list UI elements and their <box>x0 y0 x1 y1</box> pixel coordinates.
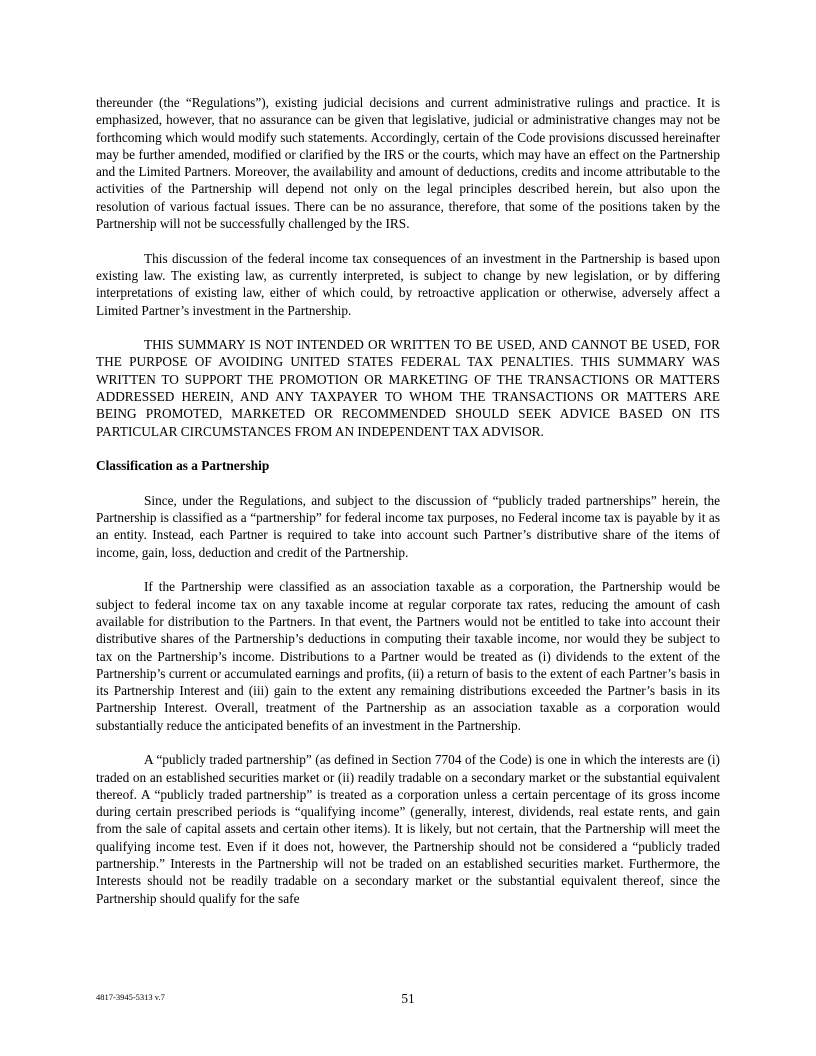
paragraph-existing-law: This discussion of the federal income tax consequences of an investment in the Partnership is based upon existing law. The existing law, as currently interpreted, is subject to change by new legislation, or by differing interpretations of existing law, either of which could, by retroactive application or otherwise, adversely affect a Limited Partner’s investment in the Partnership. <box>96 250 720 318</box>
paragraph-publicly-traded-partnership: A “publicly traded partnership” (as defined in Section 7704 of the Code) is one in which the interests are (i) traded on an established securities market or (ii) readily tradable on a secondary market or the substantial equivalent thereof. A “publicly traded partnership” is treated as a corporation unless a certain percentage of its gross income during certain prescribed periods is “qualifying income” (generally, interest, dividends, real estate rents, and gain from the sale of capital assets and certain other items). It is likely, but not certain, that the Partnership will meet the qualifying income test. Even if it does not, however, the Partnership should not be considered a “publicly traded partnership.” Interests in the Partnership will not be traded on an established securities market. Furthermore, the Interests should not be readily tradable on a secondary market or the substantial equivalent thereof, since the Partnership should qualify for the safe <box>96 752 720 906</box>
paragraph-partnership-classification: Since, under the Regulations, and subject to the discussion of “publicly traded partnerships” herein, the Partnership is classified as a “partnership” for federal income tax purposes, no Federal income tax is payable by it as an entity. Instead, each Partner is required to take into account such Partner’s distributive share of the items of income, gain, loss, deduction and credit of the Partnership. <box>96 492 720 560</box>
paragraph-corporate-taxation: If the Partnership were classified as an association taxable as a corporation, the Partnership would be subject to federal income tax on any taxable income at regular corporate tax rates, reducing the amount of cash available for distribution to the Partners. In that event, the Partners would not be entitled to take into account their distributive shares of the Partnership’s deductions in computing their taxable income, nor would they be subject to tax on the Partnership’s income. Distributions to a Partner would be treated as (i) dividends to the extent of the Partnership’s current or accumulated earnings and profits, (ii) a return of basis to the extent of each Partner’s basis in its Partnership Interest and (iii) gain to the extent any remaining distributions exceeded the Partner’s basis in its Partnership Interest. Overall, treatment of the Partnership as an association taxable as a corporation would substantially reduce the anticipated benefits of an investment in the Partnership. <box>96 579 720 733</box>
document-body <box>96 94 720 924</box>
footer-document-code: 4817-3945-5313 v.7 <box>96 992 165 1002</box>
footer-page-number: 51 <box>401 991 415 1006</box>
paragraph-tax-penalty-disclaimer: THIS SUMMARY IS NOT INTENDED OR WRITTEN TO BE USED, AND CANNOT BE USED, FOR THE PURPOSE OF AVOIDING UNITED STATES FEDERAL TAX PENALTIES. THIS SUMMARY WAS WRITTEN TO SUPPORT THE PROMOTION OR MARKETING OF THE TRANSACTIONS OR MATTERS ADDRESSED HEREIN, AND ANY TAXPAYER TO WHOM THE TRANSACTIONS OR MATTERS ARE BEING PROMOTED, MARKETED OR RECOMMENDED SHOULD SEEK ADVICE BASED ON ITS PARTICULAR CIRCUMSTANCES FROM AN INDEPENDENT TAX ADVISOR. <box>96 337 720 439</box>
section-heading-classification: Classification as a Partnership <box>96 458 270 474</box>
paragraph-regulations-continuation: thereunder (the “Regulations”), existing judicial decisions and current administrative rulings and practice. It is emphasized, however, that no assurance can be given that legislative, judicial or administrative changes may not be forthcoming which would modify such statements. Accordingly, certain of the Code provisions discussed hereinafter may be further amended, modified or clarified by the IRS or the courts, which may have an effect on the Partnership and the Limited Partners. Moreover, the availability and amount of deductions, credits and income attributable to the activities of the Partnership will depend not only on the legal principles described herein, but also upon the resolution of various factual issues. There can be no assurance, therefore, that some of the positions taken by the Partnership will not be successfully challenged by the IRS. <box>96 95 720 232</box>
